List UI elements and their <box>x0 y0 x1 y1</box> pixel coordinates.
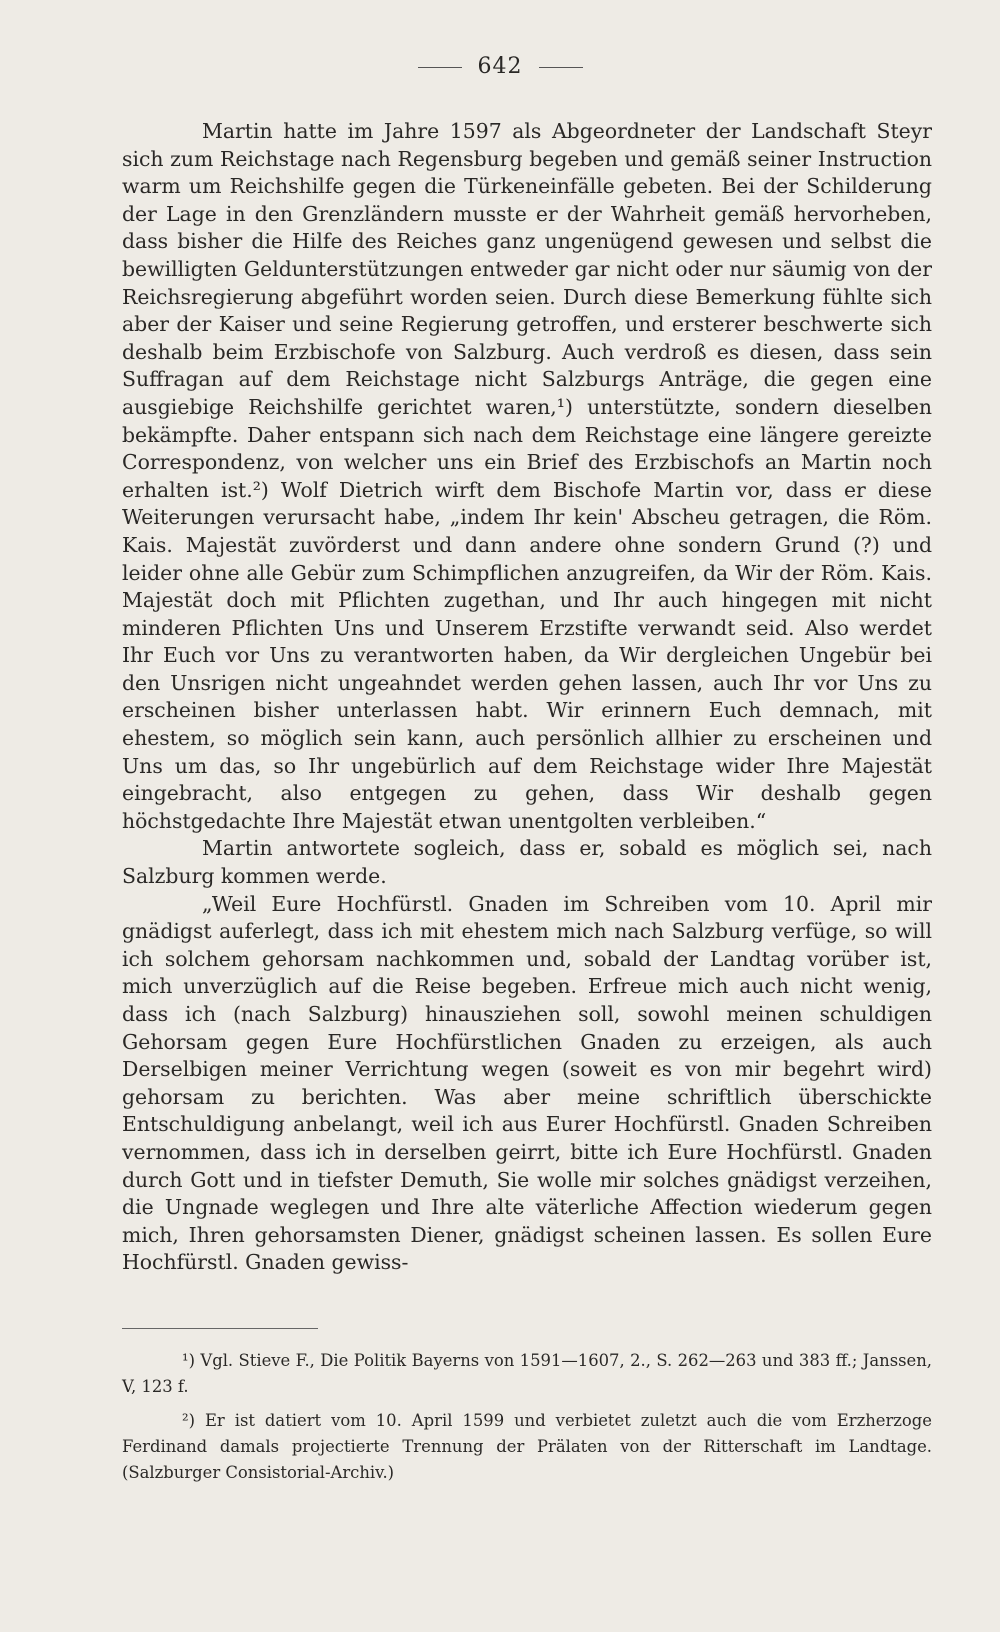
paragraph-1: Martin hatte im Jahre 1597 als Abgeordneter der Landschaft Steyr sich zum Reichstage nach Regensburg begeben und gemäß seiner Instruction warm um Reichshilfe gegen die Türkeneinfälle gebeten. Bei der Schilderung der Lage in den Grenzländern musste er der Wahrheit gemäß hervorheben, dass bisher die Hilfe des Reiches ganz ungenügend gewesen und selbst die bewilligten Geldunterstützungen entweder gar nicht oder nur säumig von der Reichsregierung abgeführt worden seien. Durch diese Bemerkung fühlte sich aber der Kaiser und seine Regierung getroffen, und ersterer beschwerte sich deshalb beim Erzbischofe von Salzburg. Auch verdroß es diesen, dass sein Suffragan auf dem Reichstage nicht Salzburgs Anträge, die gegen eine ausgiebige Reichshilfe gerichtet waren,¹) unterstützte, sondern dieselben bekämpfte. Daher entspann sich nach dem Reichstage eine längere gereizte Correspondenz, von welcher uns ein Brief des Erzbischofs an Martin noch erhalten ist.²) Wolf Dietrich wirft dem Bischofe Martin vor, dass er diese Weiterungen verursacht habe, „indem Ihr kein' Abscheu getragen, die Röm. Kais. Majestät zuvörderst und dann andere ohne sondern Grund (?) und leider ohne alle Gebür zum Schimpflichen anzugreifen, da Wir der Röm. Kais. Majestät doch mit Pflichten zugethan, und Ihr auch hingegen mit nicht minderen Pflichten Uns und Unserem Erzstifte verwandt seid. Also werdet Ihr Euch vor Uns zu verantworten haben, da Wir dergleichen Ungebür bei den Unsrigen nicht ungeahndet werden gehen lassen, auch Ihr vor Uns zu erscheinen bisher unterlassen habt. Wir erinnern Euch demnach, mit ehestem, so möglich sein kann, auch persönlich allhier zu erscheinen und Uns um das, so Ihr ungebürlich auf dem Reichstage wider Ihre Majestät eingebracht, also entgegen zu gehen, dass Wir deshalb gegen höchstgedachte Ihre Majestät etwan unentgolten verbleiben.“ <box>122 119 932 833</box>
footnotes <box>122 1348 932 1494</box>
page-number <box>0 54 1000 79</box>
body-text <box>122 118 932 1277</box>
footnote-1: ¹) Vgl. Stieve F., Die Politik Bayerns von 1591—1607, 2., S. 262—263 und 383 ff.; Janssen, V, 123 f. <box>122 1351 932 1396</box>
page-number-dash-right <box>539 67 583 68</box>
footnote-divider <box>122 1328 318 1329</box>
page-number-dash-left <box>418 67 462 68</box>
footnote-2: ²) Er ist datiert vom 10. April 1599 und verbietet zuletzt auch die vom Erzherzoge Ferdinand damals projectierte Trennung der Prälaten von der Ritterschaft im Landtage. (Salzburger Consistorial-Archiv.) <box>122 1411 932 1482</box>
paragraph-2: Martin antwortete sogleich, dass er, sobald es möglich sei, nach Salzburg kommen werde. <box>122 836 932 889</box>
page-number-text: 642 <box>477 54 523 79</box>
paragraph-3: „Weil Eure Hochfürstl. Gnaden im Schreiben vom 10. April mir gnädigst auferlegt, dass ich mit ehestem mich nach Salzburg verfüge, so will ich solchem gehorsam nachkommen und, sobald der Landtag vorüber ist, mich unverzüglich auf die Reise begeben. Erfreue mich auch nicht wenig, dass ich (nach Salzburg) hinausziehen soll, sowohl meinen schuldigen Gehorsam gegen Eure Hochfürstlichen Gnaden zu erzeigen, als auch Derselbigen meiner Verrichtung wegen (soweit es von mir begehrt wird) gehorsam zu berichten. Was aber meine schriftlich überschickte Entschuldigung anbelangt, weil ich aus Eurer Hochfürstl. Gnaden Schreiben vernommen, dass ich in derselben geirrt, bitte ich Eure Hochfürstl. Gnaden durch Gott und in tiefster Demuth, Sie wolle mir solches gnädigst verzeihen, die Ungnade weglegen und Ihre alte väterliche Affection wiederum gegen mich, Ihren gehorsamsten Diener, gnädigst scheinen lassen. Es sollen Eure Hochfürstl. Gnaden gewiss- <box>122 891 932 1275</box>
